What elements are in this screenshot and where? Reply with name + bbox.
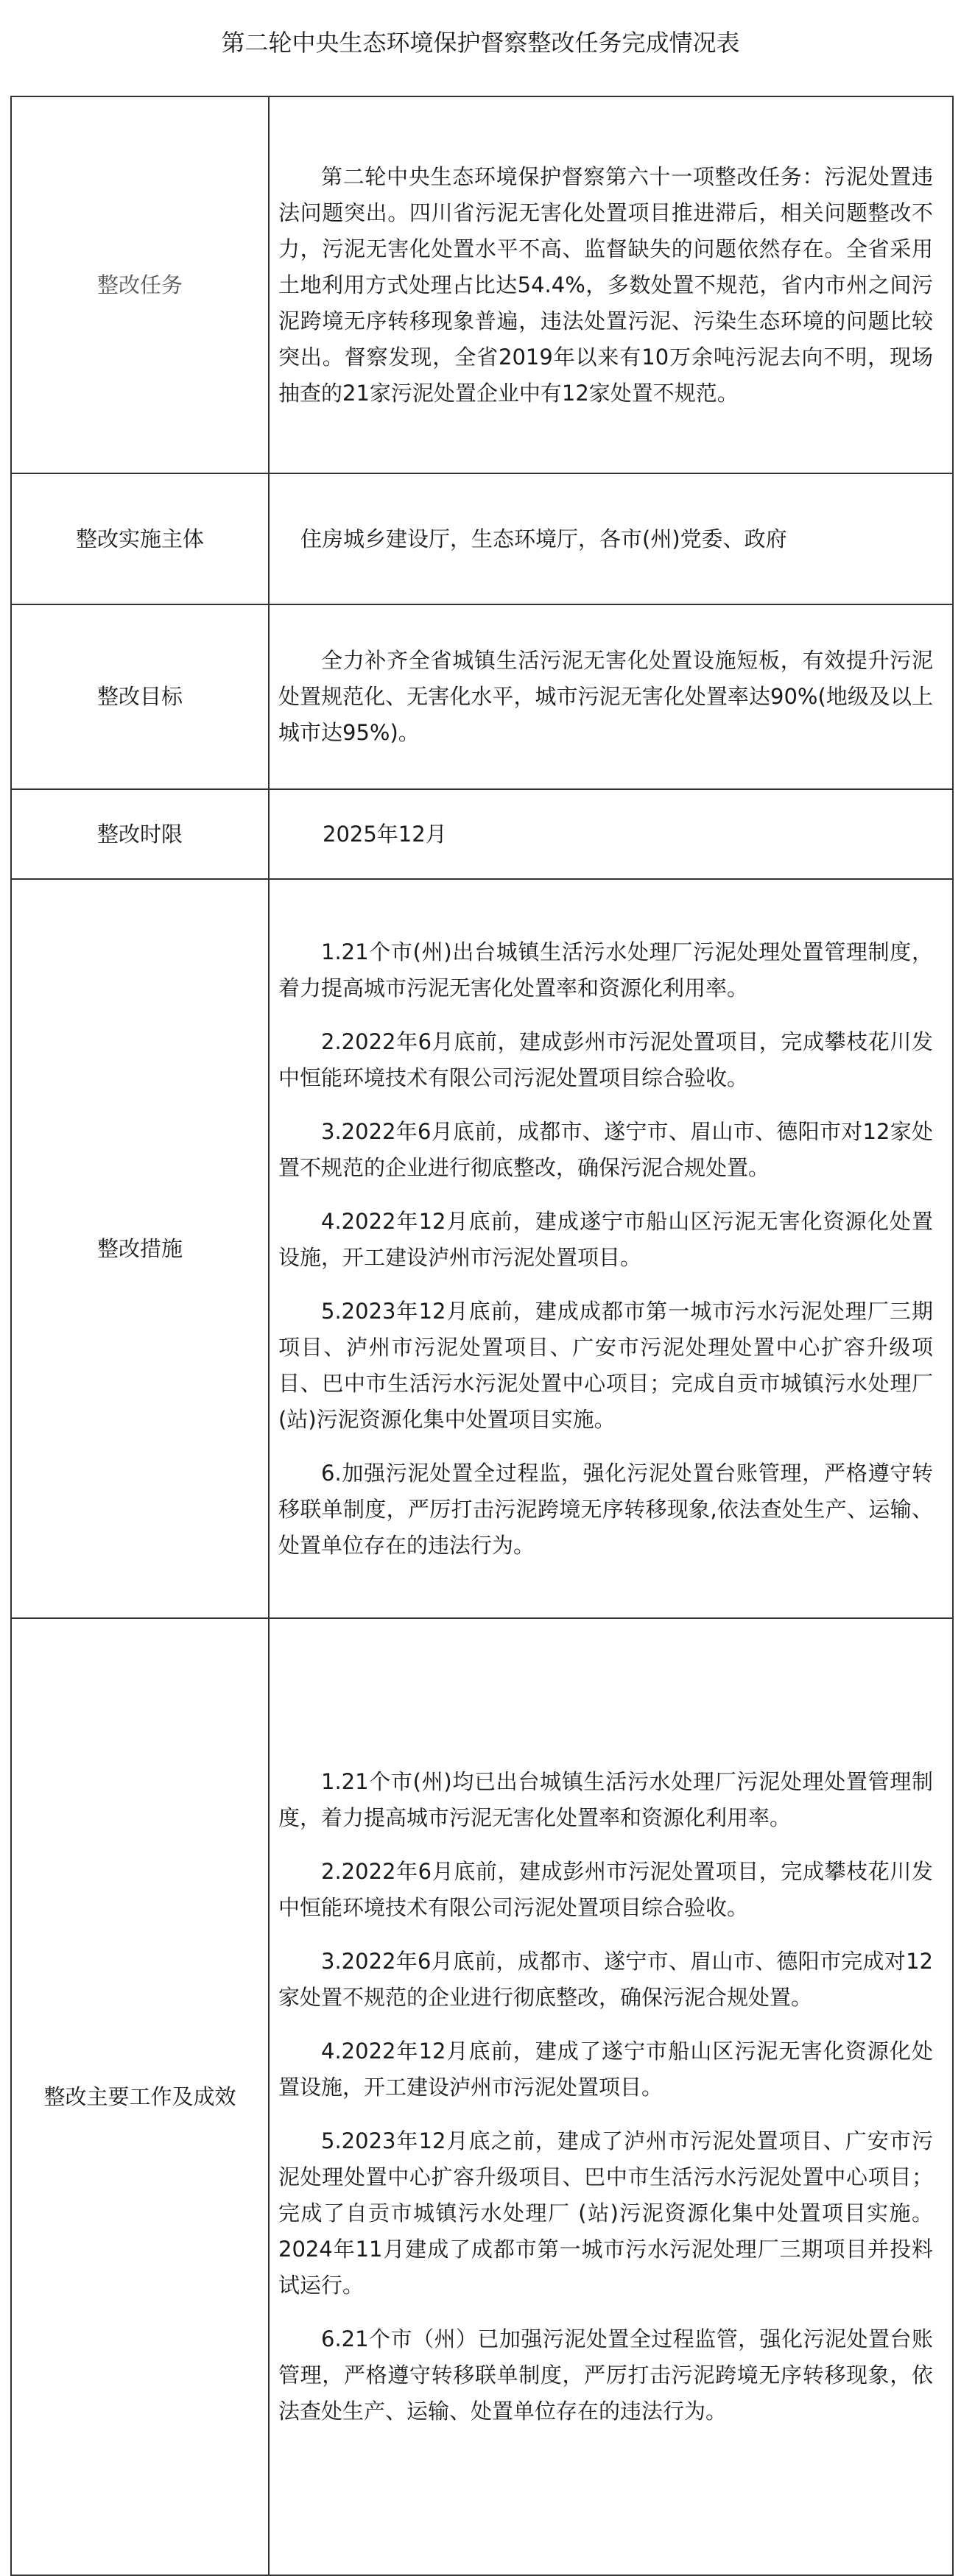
row-label-results: 整改主要工作及成效: [11, 1618, 269, 2575]
rectification-table: [10, 96, 954, 2576]
measure-item: 2.2022年6月底前，建成彭州市污泥处置项目，完成攀枝花川发中恒能环境技术有限公司污泥处置项目综合验收。: [278, 1028, 933, 1090]
row-content-measures: [269, 879, 953, 1618]
table-row-deadline: [11, 789, 953, 879]
row-label-deadline: 整改时限: [11, 789, 269, 879]
table-row-measures: [11, 879, 953, 1618]
table-row-subject: [11, 473, 953, 604]
measure-item: 3.2022年6月底前，成都市、遂宁市、眉山市、德阳市对12家处置不规范的企业进行彻底整改，确保污泥合规处置。: [278, 1118, 933, 1180]
row-content-subject: [269, 473, 953, 604]
task-text: 第二轮中央生态环境保护督察第六十一项整改任务：污泥处置违法问题突出。四川省污泥无害化处置项目推进滞后，相关问题整改不力，污泥无害化处置水平不高、监督缺失的问题依然存在。全省采用土地利用方式处理占比达54.4%，多数处置不规范，省内市州之间污泥跨境无序转移现象普遍，违法处置污泥、污染生态环境的问题比较突出。督察发现，全省2019年以来有10万余吨污泥去向不明，现场抽查的21家污泥处置企业中有12家处置不规范。: [278, 163, 933, 406]
row-content-deadline: [269, 789, 953, 879]
page-title: 第二轮中央生态环境保护督察整改任务完成情况表: [221, 29, 740, 57]
row-content-results: [269, 1618, 953, 2575]
row-label-task: 整改任务: [11, 96, 269, 473]
table-row-results: [11, 1618, 953, 2575]
table-row-goal: [11, 604, 953, 789]
row-label-subject: 整改实施主体: [11, 473, 269, 604]
table-row-task: [11, 96, 953, 473]
result-item: 5.2023年12月底之前，建成了泸州市污泥处置项目、广安市污泥处理处置中心扩容升级项目、巴中市生活污水污泥处置中心项目；完成了自贡市城镇污水处理厂 (站)污泥资源化集中处置项目实施。2024年11月建成了成都市第一城市污水污泥处理厂三期项目并投料试运行。: [278, 2128, 933, 2298]
result-item: 3.2022年6月底前，成都市、遂宁市、眉山市、德阳市完成对12家处置不规范的企业进行彻底整改，确保污泥合规处置。: [278, 1949, 933, 2010]
goal-text: 全力补齐全省城镇生活污泥无害化处置设施短板，有效提升污泥处置规范化、无害化水平，城市污泥无害化处置率达90%(地级及以上城市达95%)。: [278, 648, 933, 745]
measure-item: 6.加强污泥处置全过程监，强化污泥处置台账管理，严格遵守转移联单制度，严厉打击污泥跨境无序转移现象,依法查处生产、运输、处置单位存在的违法行为。: [278, 1460, 933, 1558]
measure-item: 5.2023年12月底前，建成成都市第一城市污水污泥处理厂三期项目、泸州市污泥处置项目、广安市污泥处理处置中心扩容升级项目、巴中市生活污水污泥处置中心项目；完成自贡市城镇污水处理厂(站)污泥资源化集中处置项目实施。: [278, 1298, 933, 1432]
row-content-task: [269, 96, 953, 473]
result-item: 4.2022年12月底前，建成了遂宁市船山区污泥无害化资源化处置设施，开工建设泸州市污泥处置项目。: [278, 2039, 933, 2100]
subject-text: 住房城乡建设厅，生态环境厅，各市(州)党委、政府: [300, 526, 787, 551]
result-item: 1.21个市(州)均已出台城镇生活污水处理厂污泥处理处置管理制度，着力提高城市污泥无害化处置率和资源化利用率。: [278, 1769, 933, 1830]
measure-item: 1.21个市(州)出台城镇生活污水处理厂污泥处理处置管理制度，着力提高城市污泥无害化处置率和资源化利用率。: [278, 939, 933, 1001]
row-content-goal: [269, 604, 953, 789]
row-label-goal: 整改目标: [11, 604, 269, 789]
row-label-measures: 整改措施: [11, 879, 269, 1618]
result-item: 2.2022年6月底前，建成彭州市污泥处置项目，完成攀枝花川发中恒能环境技术有限公司污泥处置项目综合验收。: [278, 1859, 933, 1920]
measure-item: 4.2022年12月底前，建成遂宁市船山区污泥无害化资源化处置设施，开工建设泸州市污泥处置项目。: [278, 1208, 933, 1270]
result-item: 6.21个市（州）已加强污泥处置全过程监管，强化污泥处置台账管理，严格遵守转移联单制度，严厉打击污泥跨境无序转移现象，依法查处生产、运输、处置单位存在的违法行为。: [278, 2326, 933, 2424]
deadline-text: 2025年12月: [323, 821, 447, 847]
